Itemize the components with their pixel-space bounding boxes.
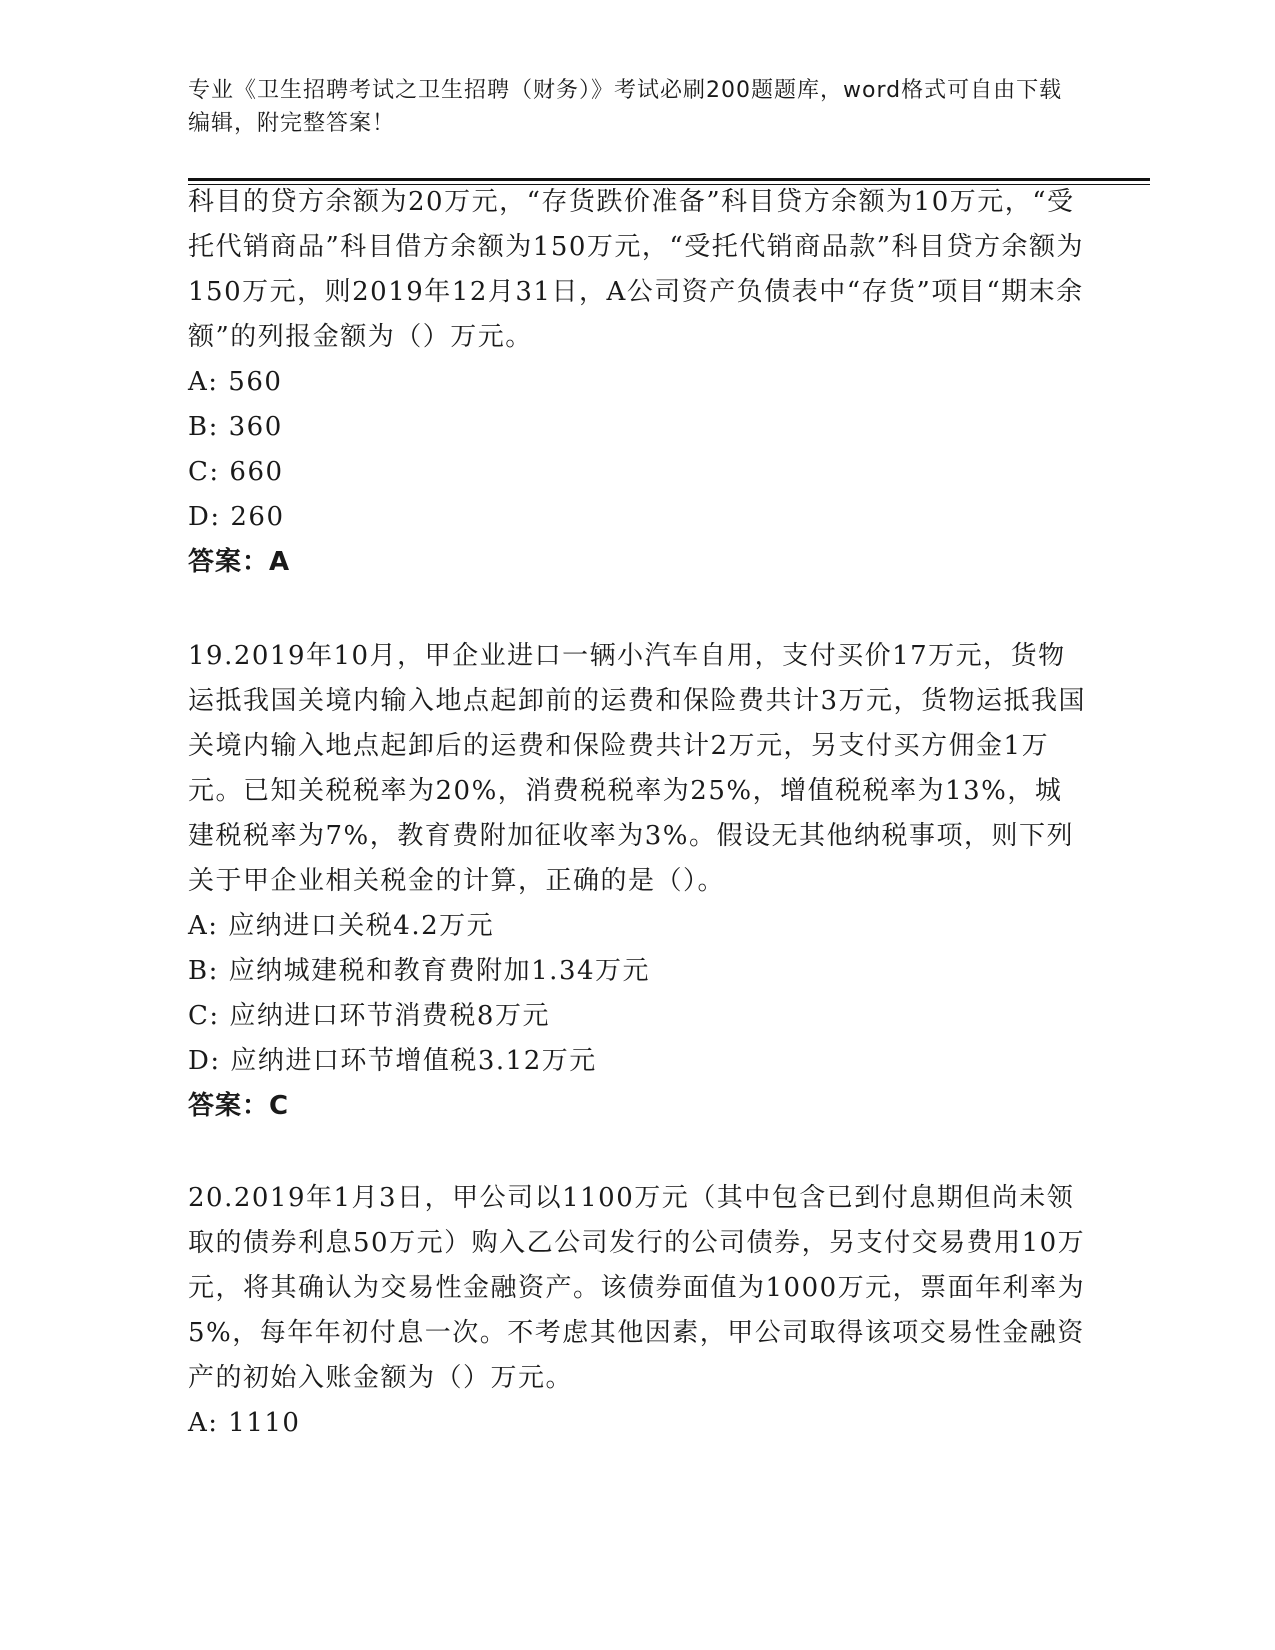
question-18-answer: 答案：A [188,547,291,577]
question-18-option-d: D: 260 [188,502,285,532]
question-20 [188,1176,1088,1446]
question-19-option-d: D: 应纳进口环节增值税3.12万元 [188,1046,597,1076]
question-19 [188,634,1088,1129]
question-19-text: 19.2019年10月，甲企业进口一辆小汽车自用，支付买价17万元，货物运抵我国关境内输入地点起卸前的运费和保险费共计3万元，货物运抵我国关境内输入地点起卸后的运费和保险费共计2万元，另支付买方佣金1万元。已知关税税率为20%，消费税税率为25%，增值税税率为13%，城建税税率为7%，教育费附加征收率为3%。假设无其他纳税事项，则下列关于甲企业相关税金的计算，正确的是（）。 [188,641,1087,896]
question-19-answer: 答案：C [188,1091,290,1121]
document-title: 专业《卫生招聘考试之卫生招聘（财务）》考试必刷200题题库，word格式可自由下载编辑，附完整答案！ [188,78,1063,136]
question-18-option-a: A: 560 [188,367,283,397]
question-20-text: 20.2019年1月3日，甲公司以1100万元（其中包含已到付息期但尚未领取的债券利息50万元）购入乙公司发行的公司债券，另支付交易费用10万元，将其确认为交易性金融资产。该债券面值为1000万元，票面年利率为5%，每年年初付息一次。不考虑其他因素，甲公司取得该项交易性金融资产的初始入账金额为（）万元。 [188,1183,1086,1393]
question-19-option-a: A: 应纳进口关税4.2万元 [188,911,495,941]
question-18-option-c: C: 660 [188,457,284,487]
question-19-option-b: B: 应纳城建税和教育费附加1.34万元 [188,956,651,986]
document-header [188,74,1068,140]
question-18-text: 科目的贷方余额为20万元，“存货跌价准备”科目贷方余额为10万元，“受托代销商品”科目借方余额为150万元，“受托代销商品款”科目贷方余额为150万元，则2019年12月31日，A公司资产负债表中“存货”项目“期末余额”的列报金额为（）万元。 [188,187,1085,352]
question-20-option-a: A: 1110 [188,1408,301,1438]
question-18 [188,180,1088,585]
question-19-option-c: C: 应纳进口环节消费税8万元 [188,1001,550,1031]
question-18-option-b: B: 360 [188,412,283,442]
